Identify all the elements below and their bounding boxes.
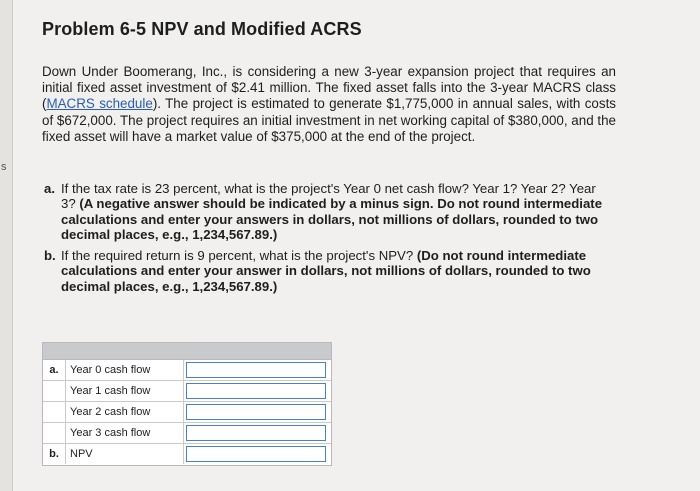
table-row [43, 360, 331, 381]
question-a [44, 181, 604, 243]
left-panel-edge [0, 0, 13, 491]
question-a-text: If the tax rate is 23 percent, what is the project's Year 0 net cash flow? Year 1? Year 2? Year 3? [61, 181, 596, 212]
page-title: Problem 6-5 NPV and Modified ACRS [42, 19, 362, 39]
table-row [43, 402, 331, 423]
macrs-schedule-link[interactable]: MACRS schedule [46, 96, 153, 112]
answer-table-header [43, 343, 331, 360]
row-label: Year 1 cash flow [70, 385, 151, 397]
row-label: Year 2 cash flow [70, 406, 151, 418]
problem-text-1: Down Under Boomerang, Inc., is considering a new 3-year expansion project that requires an initial fixed asset investment of $2.41 million. The fixed asset falls into the 3-year MACRS class ( [42, 64, 616, 112]
part-label [43, 423, 66, 443]
table-row [43, 444, 331, 464]
edge-letter: s [1, 161, 7, 173]
part-label: a. [43, 360, 66, 380]
column-divider [183, 402, 184, 422]
question-b-body [61, 248, 604, 294]
part-label: b. [43, 444, 66, 464]
row-label: NPV [70, 448, 93, 460]
row-label: Year 0 cash flow [70, 364, 151, 376]
question-b-label: b. [44, 248, 56, 263]
column-divider [183, 360, 184, 380]
part-label [43, 381, 66, 401]
question-b-text: If the required return is 9 percent, what is the project's NPV? [61, 248, 417, 264]
table-row [43, 423, 331, 444]
question-a-label: a. [44, 181, 55, 196]
question-a-body [61, 181, 604, 243]
answer-table [42, 342, 332, 466]
npv-input[interactable] [186, 446, 326, 462]
part-label [43, 402, 66, 422]
question-b-instructions: (Do not round intermediate calculations and enter your answer in dollars, not millions of dollars, rounded to two decimal places, e.g., 1,234,567.89.) [61, 248, 591, 294]
year2-cash-flow-input[interactable] [186, 404, 326, 420]
year1-cash-flow-input[interactable] [186, 383, 326, 399]
table-row [43, 381, 331, 402]
question-b [44, 248, 604, 294]
problem-text-2: ). The project is estimated to generate $1,775,000 in annual sales, with costs of $672,000. The project requires an initial investment in net working capital of $380,000, and the fixed asset will have a market value of $375,000 at the end of the project. [42, 96, 616, 144]
column-divider [183, 381, 184, 401]
row-label: Year 3 cash flow [70, 427, 151, 439]
question-a-instructions: (A negative answer should be indicated by a minus sign. Do not round intermediate calculations and enter your answers in dollars, not millions of dollars, rounded to two decimal places, e.g., 1,234,567.89.) [61, 196, 603, 243]
year3-cash-flow-input[interactable] [186, 425, 326, 441]
column-divider [183, 444, 184, 464]
column-divider [183, 423, 184, 443]
problem-description [42, 64, 616, 145]
year0-cash-flow-input[interactable] [186, 362, 326, 378]
